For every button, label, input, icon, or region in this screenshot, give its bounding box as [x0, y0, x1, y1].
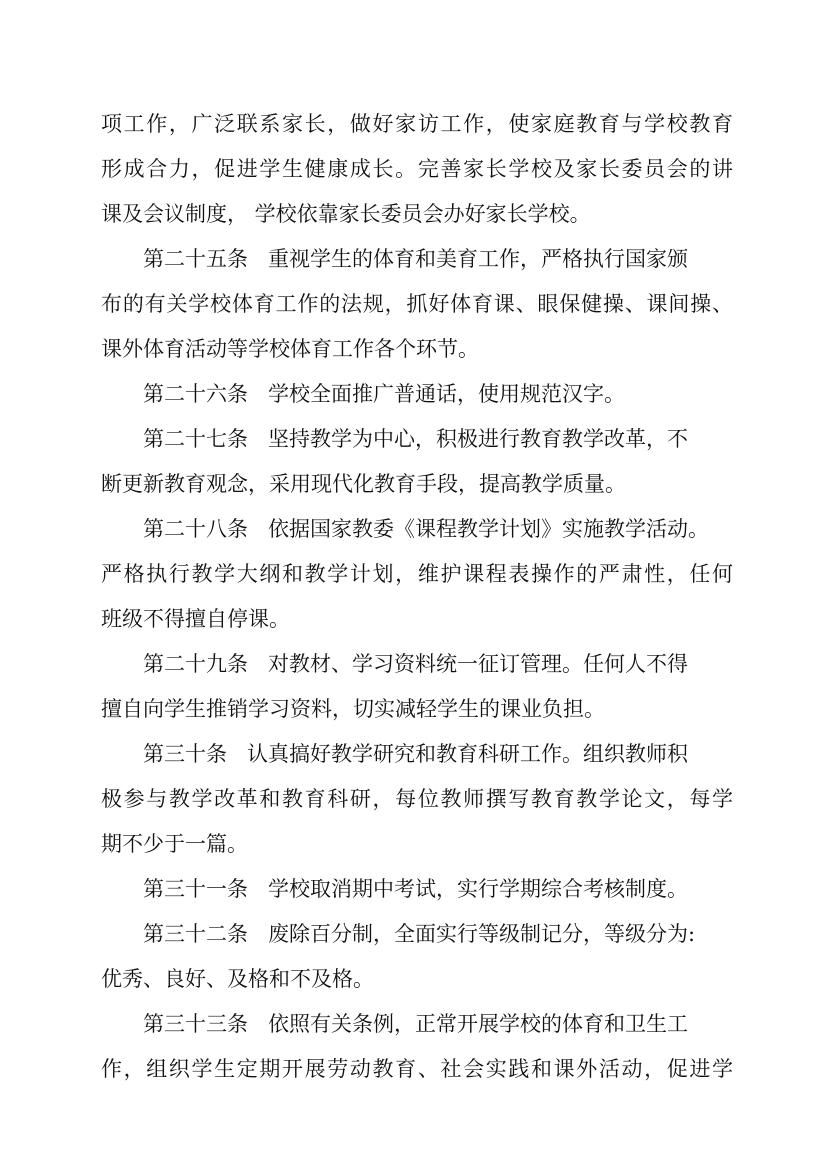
document-line: 课及会议制度， 学校依靠家长委员会办好家长学校。 [101, 202, 591, 226]
document-line: 形成合力，促进学生健康成长。完善家长学校及家长委员会的讲 [101, 157, 733, 181]
article-29-line [101, 642, 733, 687]
document-line: 擅自向学生推销学习资料，切实减轻学生的课业负担。 [101, 697, 605, 721]
article-25-line [101, 237, 733, 282]
article-text: 依照有关条例，正常开展学校的体育和卫生工 [268, 1012, 688, 1036]
article-text: 学校全面推广普通话，使用规范汉字。 [268, 382, 625, 406]
article-27-line [101, 417, 733, 462]
article-text: 认真搞好教学研究和教育科研工作。组织教师积 [247, 742, 688, 766]
document-line: 布的有关学校体育工作的法规，抓好体育课、眼保健操、课间操、 [101, 292, 733, 316]
document-line: 期不少于一篇。 [101, 832, 248, 856]
article-number: 第二十七条 [143, 427, 248, 451]
article-number: 第二十九条 [143, 652, 248, 676]
article-text: 依据国家教委《课程教学计划》实施教学活动。 [268, 517, 709, 541]
article-number: 第三十一条 [143, 877, 248, 901]
article-28-line [101, 507, 733, 552]
article-text: 废除百分制，全面实行等级制记分，等级分为: [268, 922, 696, 946]
article-26-line [101, 372, 733, 417]
document-line: 班级不得擅自停课。 [101, 607, 290, 631]
article-text: 对教材、学习资料统一征订管理。任何人不得 [268, 652, 688, 676]
article-text: 坚持教学为中心，积极进行教育教学改革，不 [268, 427, 688, 451]
article-number: 第三十三条 [143, 1012, 248, 1036]
document-line: 极参与教学改革和教育科研，每位教师撰写教育教学论文，每学 [101, 787, 733, 811]
article-33-line [101, 1002, 733, 1047]
article-30-line [101, 732, 733, 777]
article-number: 第二十六条 [143, 382, 248, 406]
document-line: 严格执行教学大纲和教学计划，维护课程表操作的严肃性，任何 [101, 562, 733, 586]
article-number: 第三十二条 [143, 922, 248, 946]
document-line: 课外体育活动等学校体育工作各个环节。 [101, 337, 479, 361]
document-line: 优秀、良好、及格和不及格。 [101, 967, 374, 991]
article-text: 学校取消期中考试，实行学期综合考核制度。 [268, 877, 688, 901]
article-number: 第三十条 [143, 742, 227, 766]
article-number: 第二十五条 [143, 247, 248, 271]
article-text: 重视学生的体育和美育工作，严格执行国家颁 [268, 247, 688, 271]
document-line: 断更新教育观念，采用现代化教育手段，提高教学质量。 [101, 472, 626, 496]
article-32-line [101, 912, 733, 957]
document-line: 作，组织学生定期开展劳动教育、社会实践和课外活动，促进学 [101, 1057, 733, 1081]
article-31-line [101, 867, 733, 912]
document-line: 项工作，广泛联系家长，做好家访工作，使家庭教育与学校教育 [101, 112, 733, 136]
document-body [101, 102, 733, 1092]
article-number: 第二十八条 [143, 517, 248, 541]
